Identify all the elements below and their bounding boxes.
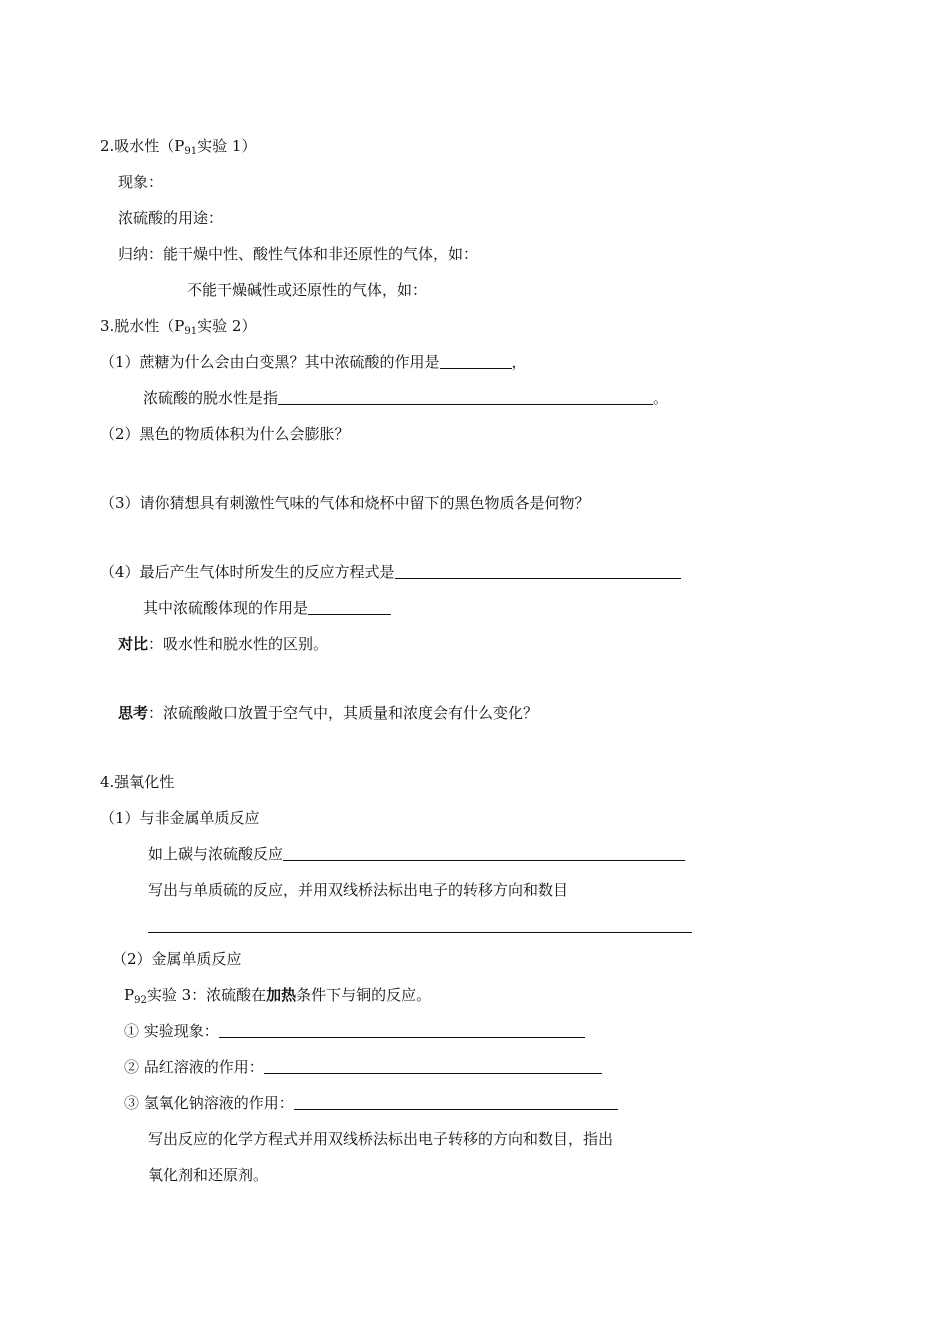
item-naoh [124, 1093, 618, 1113]
experiment-3-line [124, 985, 431, 1011]
cannot-dry-text: 不能干燥碱性或还原性的气体，如： [187, 281, 428, 299]
answer-blank-carbon[interactable] [283, 845, 685, 861]
section-2-title [100, 136, 256, 162]
item-fuchsine [124, 1057, 602, 1077]
section-3-title [100, 316, 256, 342]
section-2-page-sub: 91 [184, 146, 198, 157]
think-text: ：浓硫酸敞口放置于空气中，其质量和浓度会有什么变化？ [148, 704, 539, 722]
summary-text: 归纳：能干燥中性、酸性气体和非还原性的气体，如： [118, 245, 479, 263]
section-3-title-text: 3.脱水性（P [100, 317, 185, 335]
experiment-page-prefix: P [124, 986, 135, 1004]
answer-blank-4a[interactable] [395, 563, 681, 579]
question-1b-end: 。 [653, 389, 669, 407]
experiment-page-sub: 92 [134, 995, 147, 1006]
heating-bold: 加热 [266, 986, 297, 1004]
section-2-title-text: 2.吸水性（P [100, 137, 185, 155]
experiment-3-text: 实验 3：浓硫酸在 [146, 986, 267, 1004]
item-fuchsine-text: ② 品红溶液的作用： [124, 1058, 264, 1076]
section-3-page-sub: 91 [184, 326, 198, 337]
final-instruction-b: 氧化剂和还原剂。 [148, 1166, 269, 1184]
answer-blank-1b[interactable] [278, 389, 653, 405]
item-phenomenon-text: ① 实验现象： [124, 1022, 219, 1040]
part-2-title: （2）金属单质反应 [112, 950, 242, 968]
section-3-title-suffix: 实验 2） [197, 317, 257, 335]
answer-blank-naoh[interactable] [294, 1094, 618, 1110]
use-label: 浓硫酸的用途： [118, 209, 224, 227]
question-1b [143, 388, 668, 408]
answer-blank-sulfur[interactable] [148, 917, 692, 933]
think-line [118, 703, 538, 723]
question-1a [100, 352, 527, 372]
item-naoh-text: ③ 氢氧化钠溶液的作用： [124, 1094, 294, 1112]
carbon-reaction-text: 如上碳与浓硫酸反应 [148, 845, 284, 863]
question-1b-text: 浓硫酸的脱水性是指 [143, 389, 279, 407]
question-4a [100, 562, 681, 582]
question-4b-text: 其中浓硫酸体现的作用是 [143, 599, 309, 617]
answer-blank-fuchsine[interactable] [264, 1058, 602, 1074]
compare-text: ：吸水性和脱水性的区别。 [148, 635, 329, 653]
answer-blank-1a[interactable] [440, 353, 512, 369]
question-4a-text: （4）最后产生气体时所发生的反应方程式是 [100, 563, 395, 581]
compare-label: 对比 [118, 635, 149, 653]
question-1a-end: ， [511, 353, 527, 371]
phenomenon-label: 现象： [118, 173, 164, 191]
question-3: （3）请你猜想具有刺激性气味的气体和烧杯中留下的黑色物质各是何物？ [100, 494, 590, 512]
answer-blank-phenomenon[interactable] [219, 1022, 585, 1038]
question-1a-text: （1）蔗糖为什么会由白变黑？其中浓硫酸的作用是 [100, 353, 440, 371]
carbon-reaction [148, 844, 685, 864]
question-2: （2）黑色的物质体积为什么会膨胀？ [100, 425, 350, 443]
question-4b [143, 598, 391, 618]
answer-blank-4b[interactable] [308, 599, 391, 615]
part-1-title: （1）与非金属单质反应 [100, 809, 260, 827]
compare-line [118, 634, 328, 654]
sulfur-instruction: 写出与单质硫的反应，并用双线桥法标出电子的转移方向和数目 [148, 881, 569, 899]
section-2-title-suffix: 实验 1） [197, 137, 257, 155]
experiment-3-suffix: 条件下与铜的反应。 [296, 986, 432, 1004]
think-label: 思考 [118, 704, 149, 722]
final-instruction-a: 写出反应的化学方程式并用双线桥法标出电子转移的方向和数目，指出 [148, 1130, 614, 1148]
section-4-title: 4.强氧化性 [100, 773, 175, 791]
item-phenomenon [124, 1021, 585, 1041]
